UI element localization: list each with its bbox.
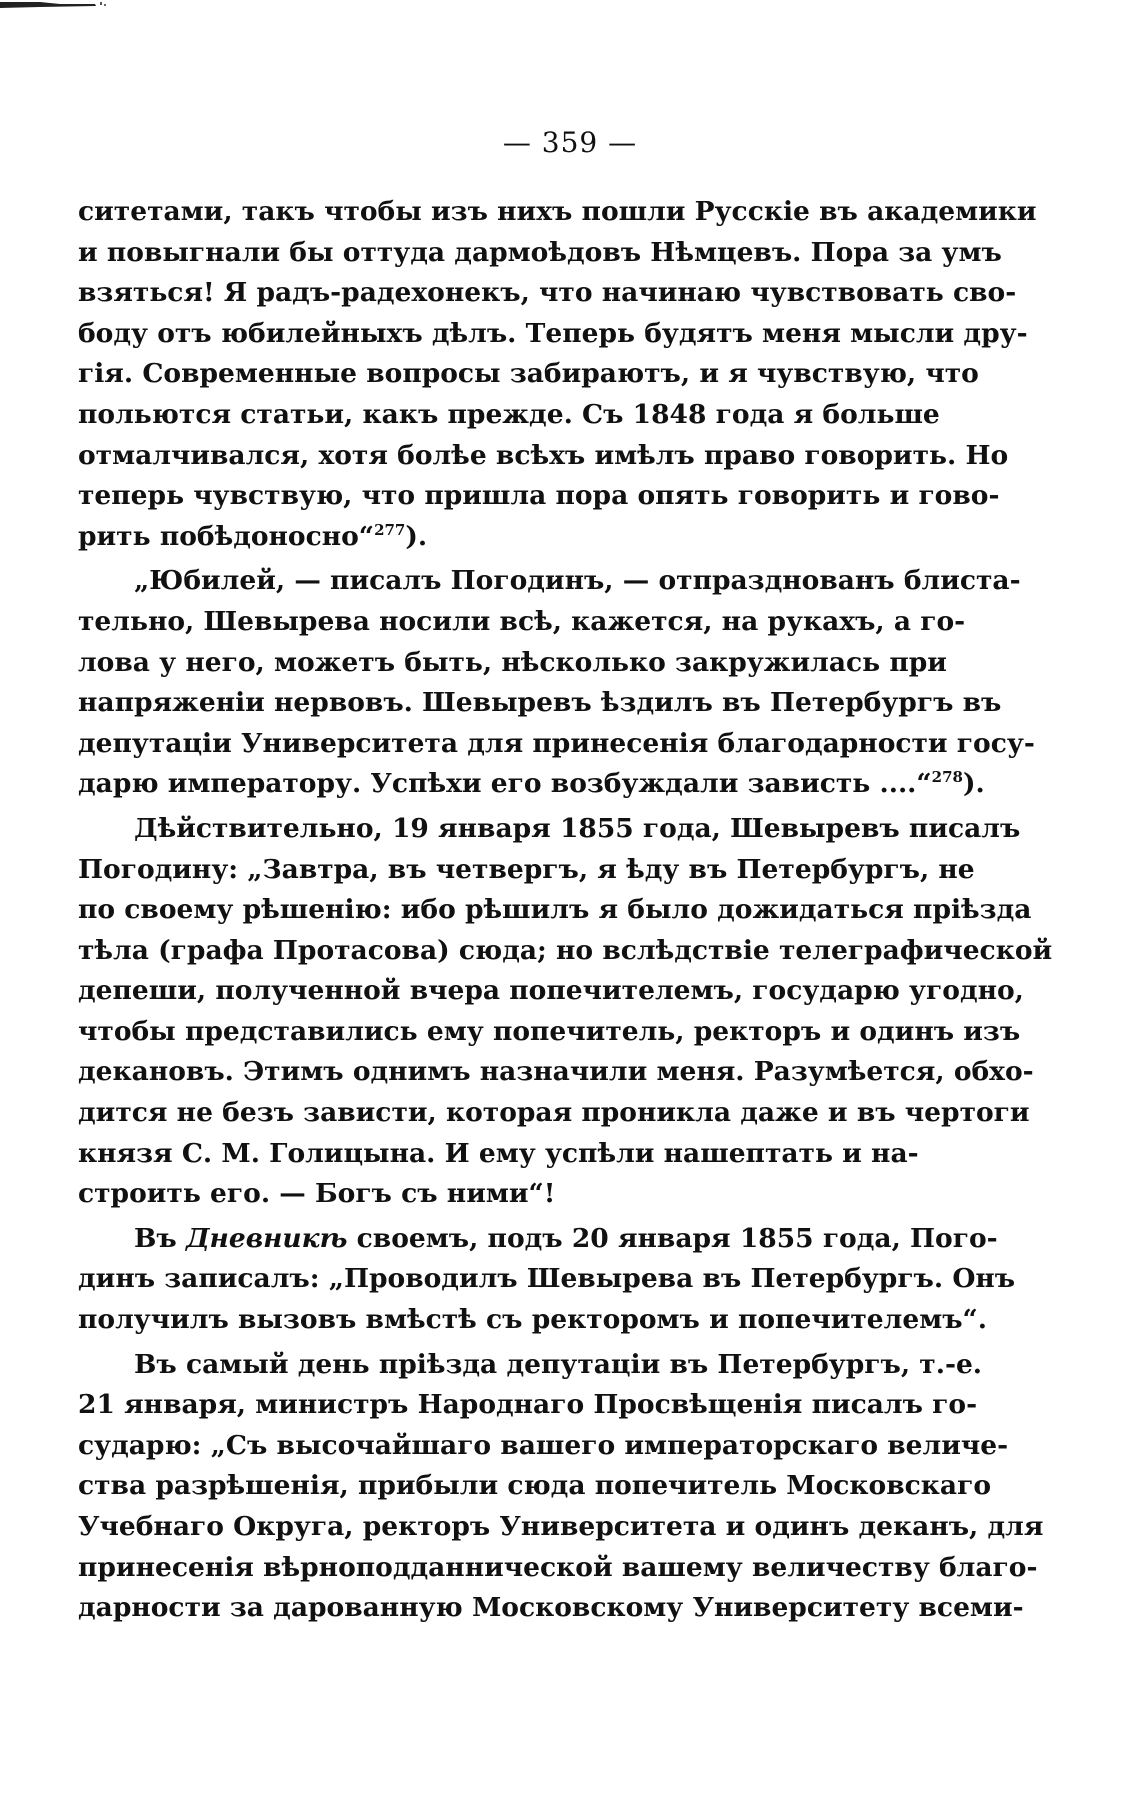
text-line: боду отъ юбилейныхъ дѣлъ. Теперь будятъ меня мысли дру- [78,317,1028,349]
text-line: напряженіи нервовъ. Шевыревъ ѣздилъ въ Петербургъ въ [78,687,1002,719]
text-line: по своему рѣшенію: ибо рѣшилъ я было дожидаться пріѣзда [78,894,1032,926]
text-line: тельно, Шевырева носили всѣ, кажется, на рукахъ, а го- [78,605,966,637]
text-line: отмалчивался, хотя болѣе всѣхъ имѣлъ право говорить. Но [78,439,1009,471]
text-line [78,1219,998,1260]
text-line: „Юбилей, — писалъ Погодинъ, — отпразднованъ блиста- [134,565,1021,597]
text-line: ситетами, такъ чтобы изъ нихъ пошли Русскіе въ академики [78,196,1037,227]
text-line: дится не безъ зависти, которая проникла даже и въ чертоги [78,1097,1030,1129]
text-line: тѣла (графа Протасова) сюда; но вслѣдствіе телеграфической [78,934,1053,966]
text-line: сударю: „Съ высочайшаго вашего императорскаго величе- [78,1429,1009,1461]
text-line-tail: ). [405,520,428,552]
text-line: получилъ вызовъ вмѣстѣ съ ректоромъ и попечителемъ“. [78,1304,988,1336]
text-line: Въ самый день пріѣзда депутаціи въ Петербургъ, т.-е. [134,1348,983,1380]
text-line-tail: ). [962,768,985,800]
text-line: ства разрѣшенія, прибыли сюда попечитель Московскаго [78,1470,992,1502]
text-line: гія. Современные вопросы забираютъ, и я чувствую, что [78,358,979,390]
text-line: динъ записалъ: „Проводилъ Шевырева въ Петербургъ. Онъ [78,1263,1016,1295]
text-line: депеши, полученной вчера попечителемъ, государю угодно, [78,975,1024,1007]
text-line: князя С. М. Голицына. И ему успѣли нашептать и на- [78,1137,919,1169]
text-line: 21 января, министръ Народнаго Просвѣщенія писалъ го- [78,1389,978,1421]
text-line: польются статьи, какъ прежде. Съ 1848 года я больше [78,398,940,430]
text-line: Погодину: „Завтра, въ четвергъ, я ѣду въ Петербургъ, не [78,853,975,885]
scan-edge-mark [0,0,110,12]
text-line: дарности за дарованную Московскому Университету всеми- [78,1592,1024,1624]
italic-title: Дневникѣ [185,1222,348,1254]
text-line: лова у него, можетъ быть, нѣсколько закружилась при [78,646,947,678]
text-line-prefix: Въ [134,1222,186,1254]
text-line [78,517,918,558]
text-line-body: рить побѣдоносно“ [78,520,375,552]
text-line: Дѣйствительно, 19 января 1855 года, Шевыревъ писалъ [134,812,1021,844]
text-line: принесенія вѣрноподданнической вашему величеству благо- [78,1551,1038,1583]
text-line: Учебнаго Округа, ректоръ Университета и одинъ деканъ, для [78,1511,1044,1542]
text-line: теперь чувствую, что пришла пора опять говорить и гово- [78,480,1000,512]
text-line-body: дарю императору. Успѣхи его возбуждали зависть ....“ [78,768,932,800]
text-line-body: своемъ, подъ 20 января 1855 года, Пого- [356,1222,998,1254]
footnote-ref: 278 [931,768,963,787]
text-line: декановъ. Этимъ однимъ назначили меня. Разумѣется, обхо- [78,1056,1034,1088]
text-line: и повыгнали бы оттуда дармоѣдовъ Нѣмцевъ. Пора за умъ [78,236,1002,268]
text-line: чтобы представились ему попечитель, ректоръ и одинъ изъ [78,1015,1021,1047]
page-number: — 359 — [502,126,638,159]
text-line: взяться! Я радъ-радехонекъ, что начинаю чувствовать сво- [78,277,1017,309]
body-text [78,192,1053,1629]
text-line [78,764,985,805]
text-line: депутаціи Университета для принесенія благодарности госу- [78,727,1035,759]
footnote-ref: 277 [374,520,406,539]
text-line: строить его. — Богъ съ ними“! [78,1178,556,1210]
